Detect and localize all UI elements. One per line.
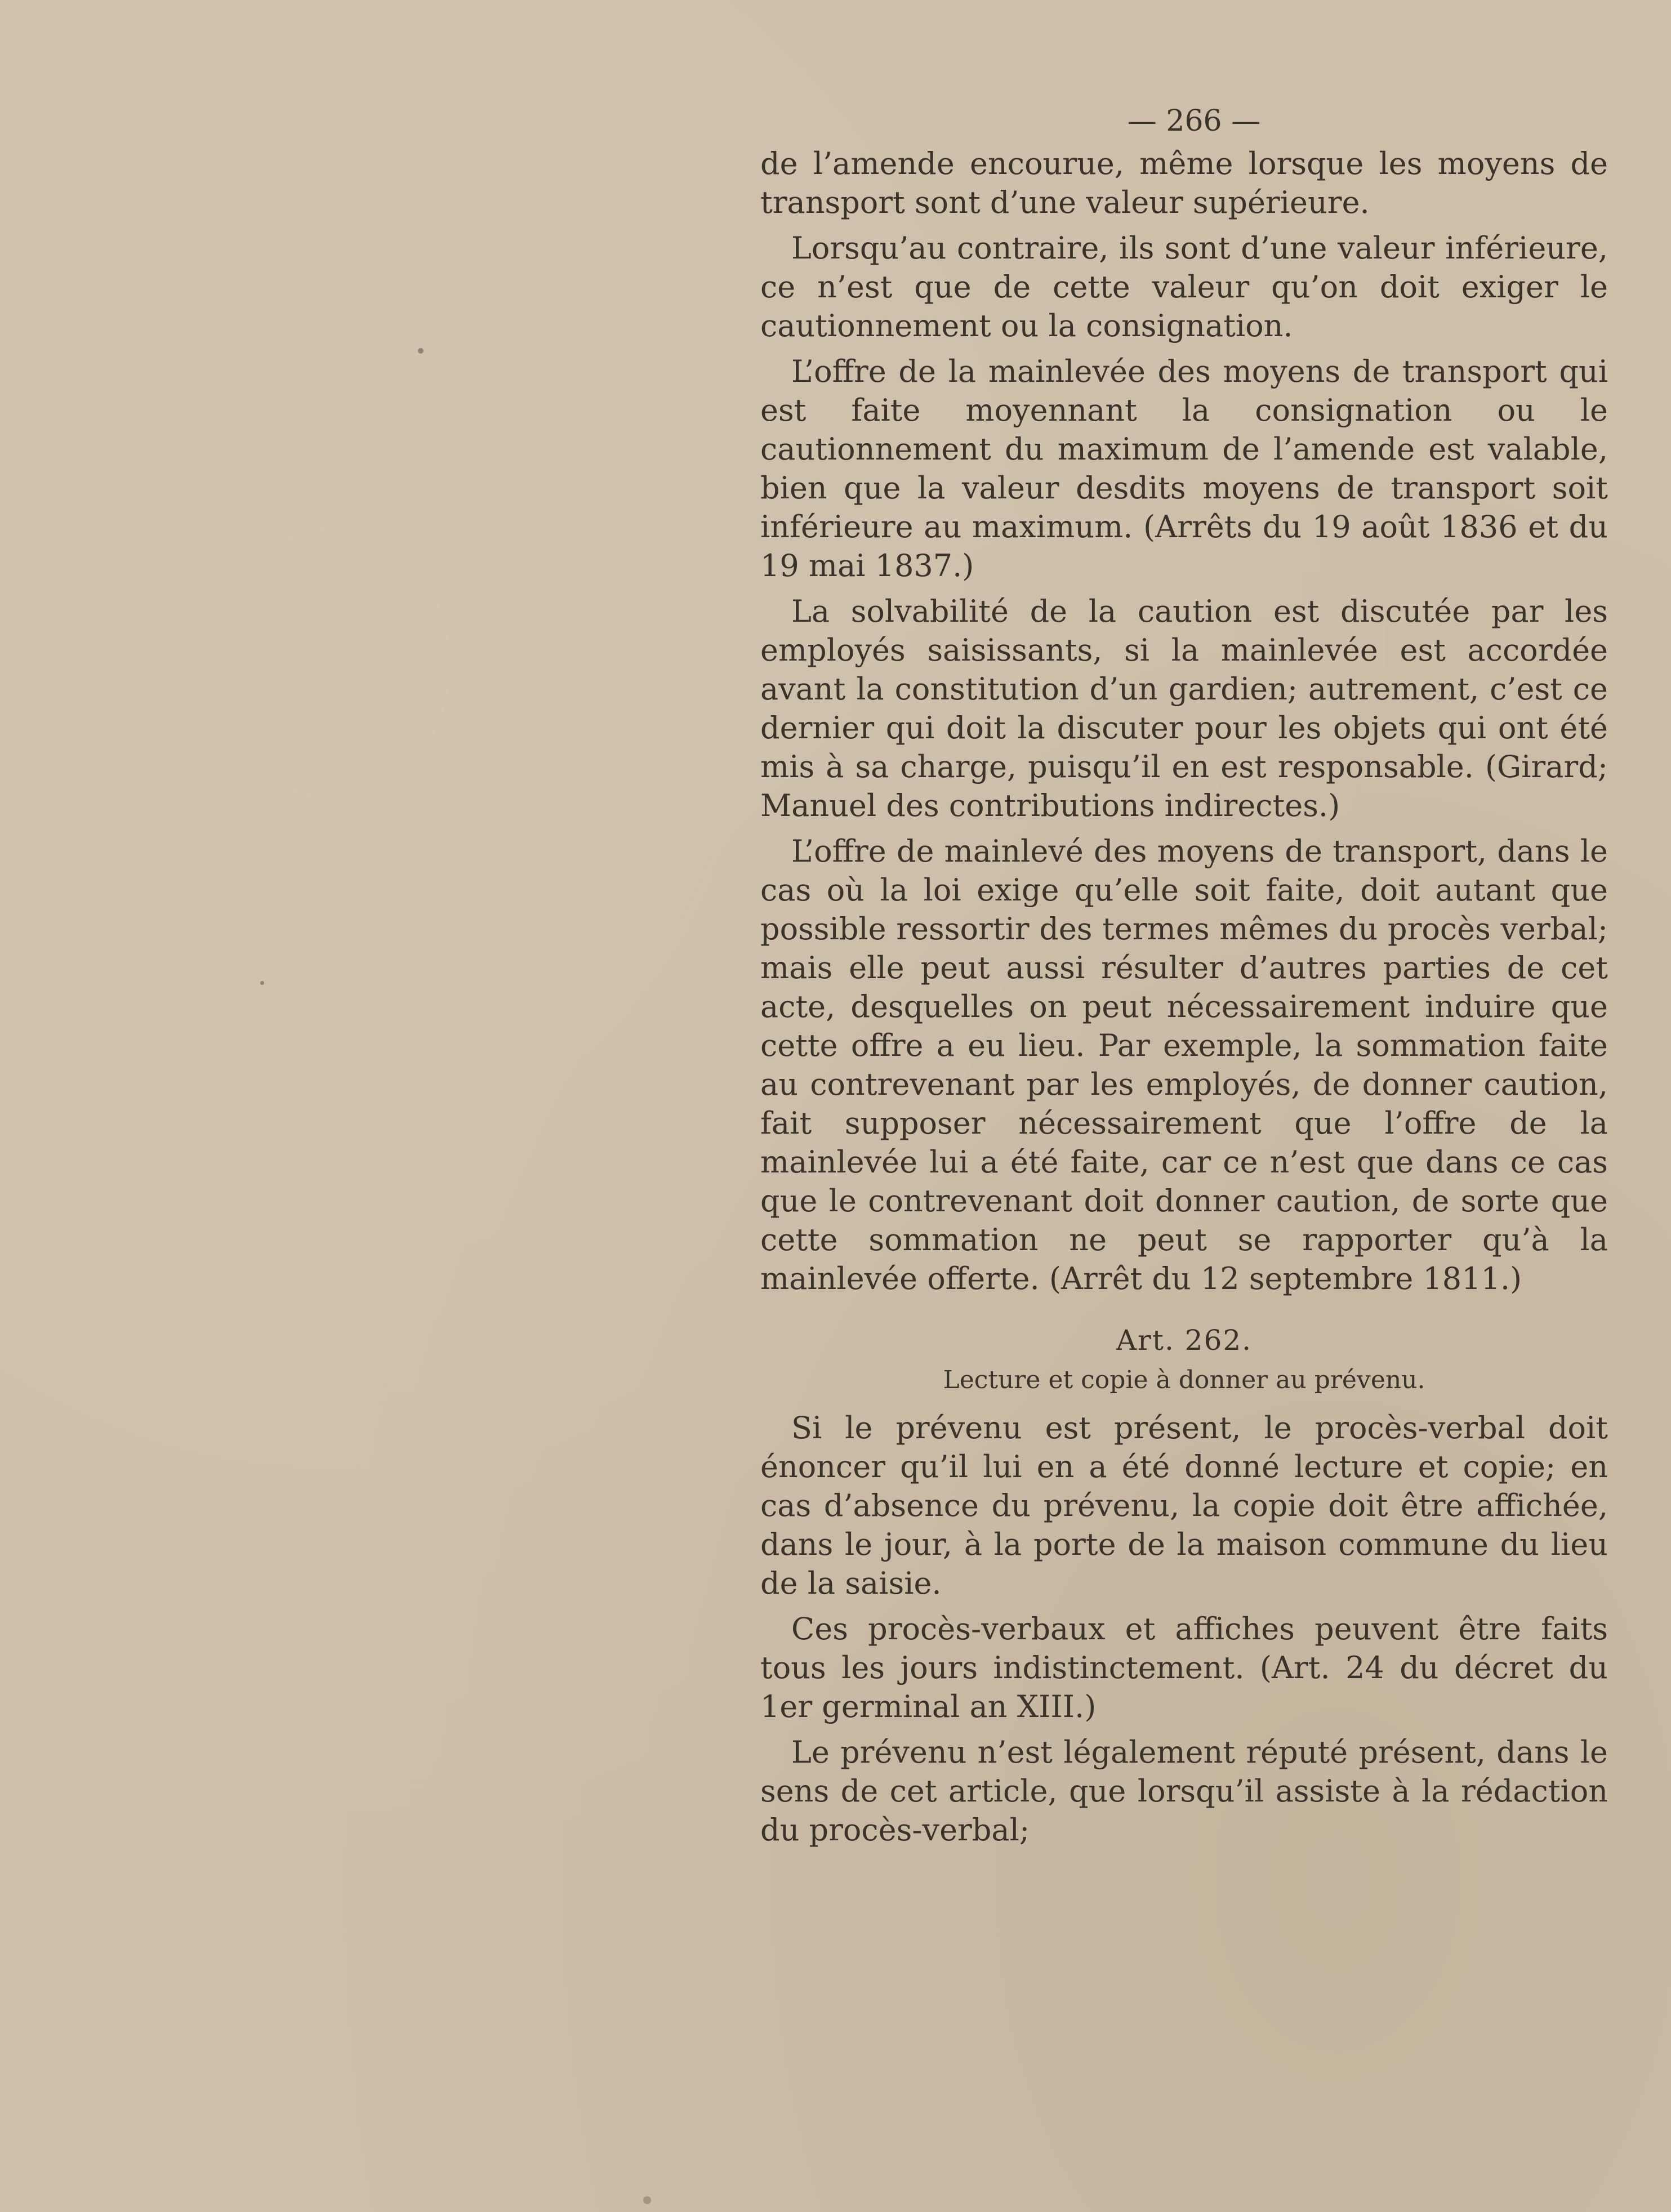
ink-speck	[418, 348, 424, 354]
page-number: — 266 —	[1127, 104, 1261, 138]
article-paragraph: Ces procès-verbaux et affiches peuvent être faits tous les jours indistinctement. (Art. 24 du décret du 1er germinal an XIII.)	[760, 1611, 1608, 1724]
paragraph: L’offre de mainlevé des moyens de transport, dans le cas où la loi exige qu’elle soit faite, doit autant que possible ressortir des termes mêmes du procès verbal; mais elle peut aussi résulter d’autres parties de cet acte, desquelles on peut nécessairement induire que cette offre a eu lieu. Par exemple, la sommation faite au contrevenant par les employés, de donner caution, fait supposer nécessairement que l’offre de la mainlevée lui a été faite, car ce n’est que dans ce cas que le contrevenant doit donner caution, de sorte que cette sommation ne peut se rapporter qu’à la mainlevée offerte. (Arrêt du 12 septembre 1811.)	[760, 833, 1608, 1296]
article-subheading: Lecture et copie à donner au prévenu.	[943, 1366, 1425, 1394]
article-heading: Art. 262.	[1116, 1324, 1253, 1357]
paragraph: L’offre de la mainlevée des moyens de transport qui est faite moyennant la consignation ou le cautionnement du maximum de l’amende est valable, bien que la valeur desdits moyens de transport soit inférieure au maximum. (Arrêts du 19 août 1836 et du 19 mai 1837.)	[760, 354, 1608, 583]
paragraph: Lorsqu’au contraire, ils sont d’une valeur inférieure, ce n’est que de cette valeur qu’on doit exiger le cautionnement ou la consignation.	[760, 230, 1608, 344]
ink-speck	[260, 981, 264, 985]
ink-speck	[643, 2196, 651, 2204]
article-paragraph: Si le prévenu est présent, le procès-verbal doit énoncer qu’il lui en a été donné lecture et copie; en cas d’absence du prévenu, la copie doit être affichée, dans le jour, à la porte de la maison commune du lieu de la saisie.	[760, 1410, 1608, 1601]
paragraph: La solvabilité de la caution est discutée par les employés saisissants, si la mainlevée est accordée avant la constitution d’un gardien; autrement, c’est ce dernier qui doit la discuter pour les objets qui ont été mis à sa charge, puisqu’il en est responsable. (Girard; Manuel des contributions indirectes.)	[760, 594, 1608, 823]
paragraph-continued: de l’amende encourue, même lorsque les moyens de transport sont d’une valeur supérieure.	[760, 146, 1608, 220]
article-paragraph: Le prévenu n’est légalement réputé présent, dans le sens de cet article, que lorsqu’il assiste à la rédaction du procès-verbal;	[760, 1734, 1608, 1848]
text-column	[760, 101, 1608, 1856]
